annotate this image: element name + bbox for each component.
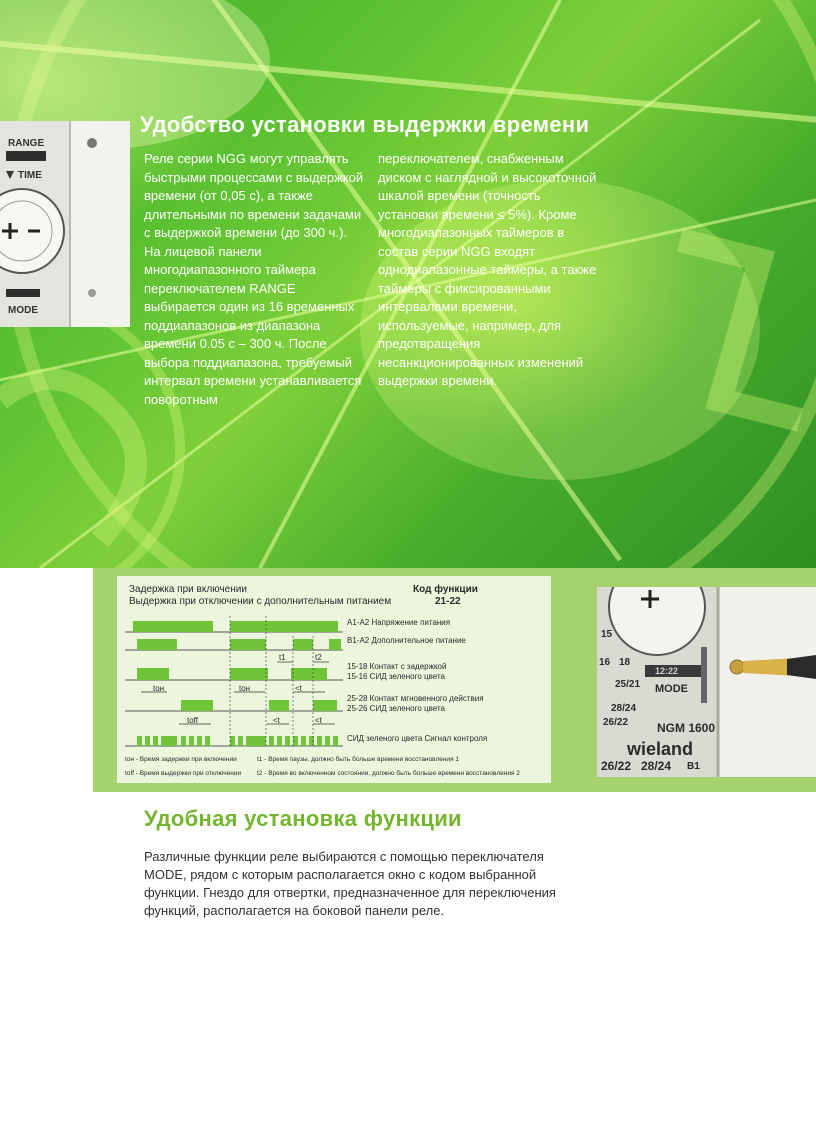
signal-15-18: 15-18 Контакт с задержкой: [347, 662, 447, 671]
wieland-logo: wieland: [627, 739, 694, 759]
relay2-label-18: 18: [619, 657, 631, 668]
diagram-header-2: Выдержка при отключении с дополнительным питанием: [129, 596, 392, 607]
timing-diagram: [117, 576, 551, 783]
signal-led-control: СИД зеленого цвета Сигнал контроля: [347, 734, 488, 743]
relay2-model: NGM 1600: [657, 721, 716, 735]
note-t-off: tоff - Время выдержки при отключении: [125, 770, 242, 777]
t-on-label-2: tон: [239, 684, 251, 693]
lt-label-1: <t: [295, 684, 302, 693]
time-label: TIME: [18, 170, 42, 181]
note-t1: t1 - Время паузы, должно быть больше времени восстановления 1: [257, 756, 460, 763]
relay2-label-b1: B1: [687, 761, 700, 772]
signal-15-16: 15-16 СИД зеленого цвета: [347, 672, 445, 681]
relay2-label-28-24: 28/24: [611, 703, 637, 714]
relay2-label-25-21: 25/21: [615, 679, 641, 690]
function-code-value: 21-22: [435, 596, 461, 607]
hero-title: Удобство установки выдержки времени: [140, 112, 590, 137]
t2-label: t2: [315, 653, 322, 662]
hero-banner: [0, 0, 816, 568]
note-t2: t2 - Время во включенном состоянии, должно быть больше времени восстановления 2: [257, 770, 520, 777]
hero-text-column-1: Реле серии NGG могут управлять быстрыми процессами с выдержкой времени (от 0,05 с), а также длительными по времени задачами с выдержкой времени (до 300 ч.). На лицевой панели многодиапазонного таймера переключателем RANGE выбирается один из 16 временных поддиапазонов из диапазона времени 0.05 с – 300 ч. После выбора поддиапазона, требуемый интервал времени устанавливается поворотным: [144, 151, 364, 407]
t-on-label-1: tон: [153, 684, 165, 693]
relay2-label-26-22: 26/22: [603, 717, 629, 728]
relay2-mode-label: MODE: [655, 683, 688, 695]
lt-label-2: <t: [273, 716, 280, 725]
section-text: Различные функции реле выбираются с помощью переключателя MODE, рядом с которым располагается окно с кодом выбранной функции. Гнездо для отвертки, предназначенное для переключения функций, располагается на боковой панели реле.: [144, 849, 556, 918]
timing-waveforms: [117, 576, 551, 783]
diagram-header-1: Задержка при включении: [129, 584, 247, 595]
signal-25-26: 25-26 СИД зеленого цвета: [347, 704, 445, 713]
signal-b1-a2: B1-A2 Дополнительное питание: [347, 636, 466, 645]
range-label: RANGE: [8, 138, 45, 149]
t-off-label: tоff: [187, 716, 198, 725]
hero-text-column-2: переключателем, снабженным диском с наглядной и высокоточной шкалой времени (точность установки времени ≤ 5%). Кроме многодиапазонных таймеров в состав серии NGG входят однодиапазонные таймеры, а также таймеры с фиксированными интервалами времени, используемые, например, для предотвращения несанкционированных изменений выдержки времени.: [378, 151, 597, 388]
relay2-label-15: 15: [601, 629, 613, 640]
relay-photo-mode: [597, 587, 816, 777]
relay2-label-28-24-b: 28/24: [641, 759, 672, 773]
relay-photo-range: [0, 121, 130, 327]
t1-label: t1: [279, 653, 286, 662]
mode-label: MODE: [8, 305, 38, 316]
relay2-label-16: 16: [599, 657, 611, 668]
lt-label-3: <t: [315, 716, 322, 725]
note-t-on: tон - Время задержки при включении: [125, 756, 237, 763]
function-code-label: Код функции: [413, 584, 478, 595]
relay2-display: 12:22: [655, 666, 679, 676]
signal-25-28: 25-28 Контакт мгновенного действия: [347, 694, 484, 703]
relay-dial-graphic: [0, 121, 130, 327]
section-title: Удобная установка функции: [144, 806, 462, 831]
relay2-label-26-22-b: 26/22: [601, 759, 632, 773]
signal-a1-a2: A1-A2 Напряжение питания: [347, 618, 451, 627]
